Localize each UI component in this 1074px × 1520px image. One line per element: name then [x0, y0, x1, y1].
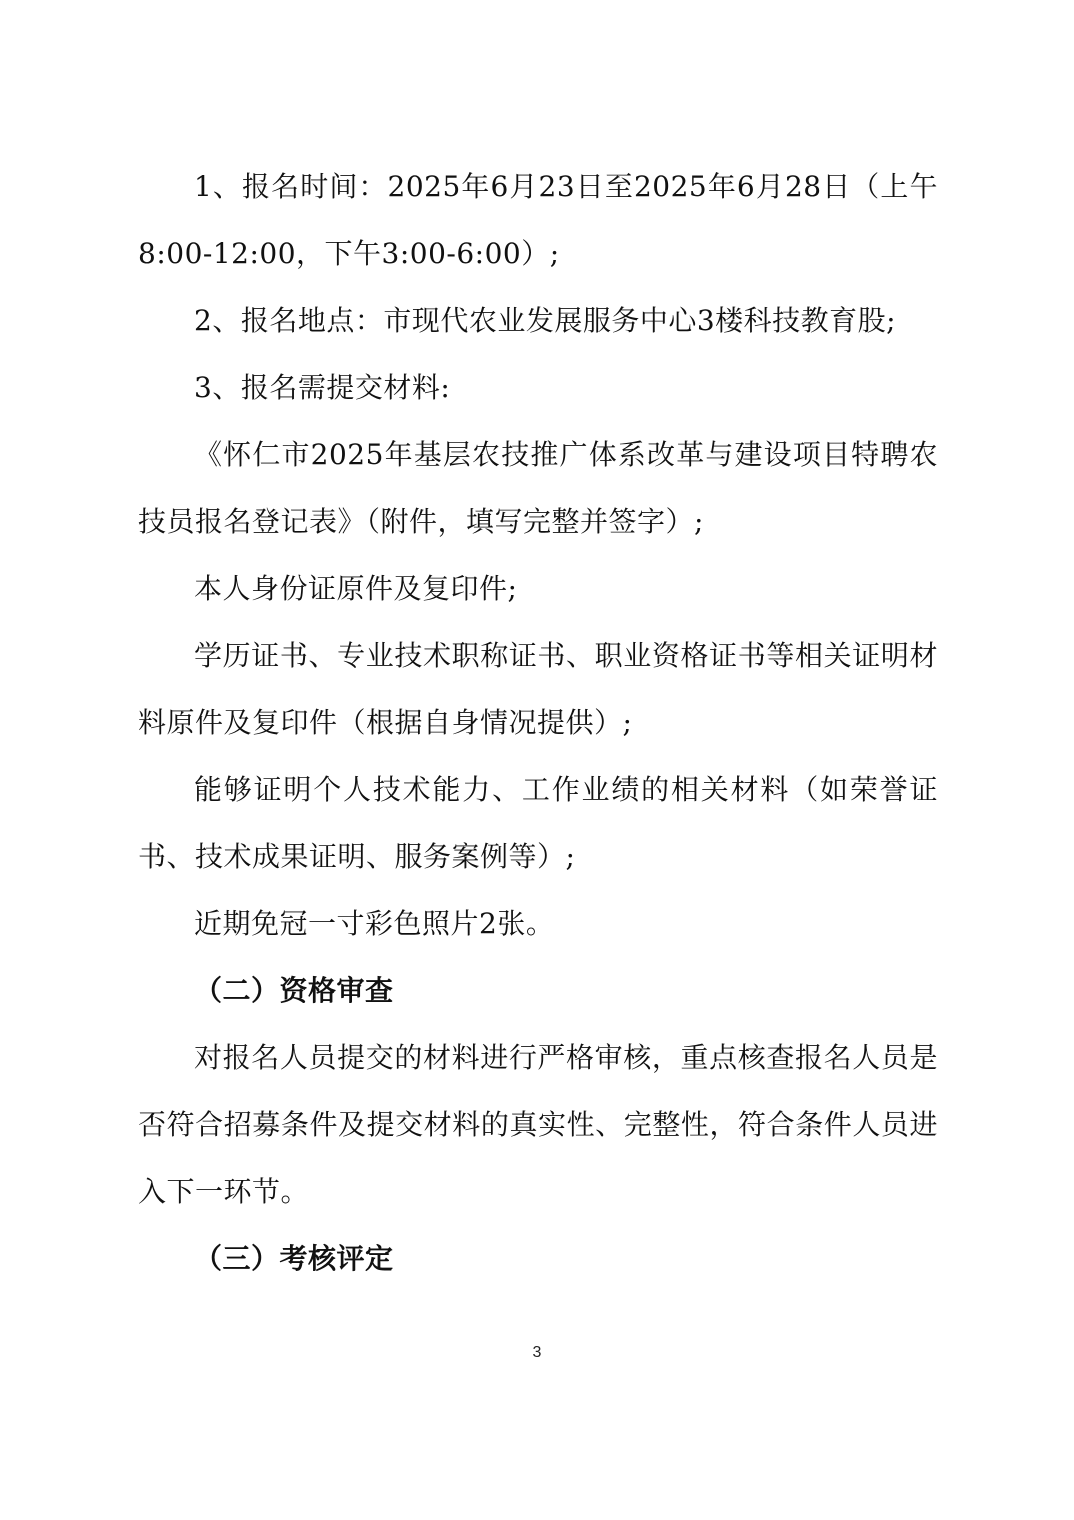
registration-time-paragraph: 1、报名时间：2025年6月23日至2025年6月28日（上午8:00-12:00，下午3:00-6:00）; — [138, 170, 938, 270]
material-ability-proof: 能够证明个人技术能力、工作业绩的相关材料（如荣誉证书、技术成果证明、服务案例等）; — [138, 773, 938, 873]
required-materials-paragraph: 3、报名需提交材料: — [194, 371, 451, 404]
section-heading-assessment: （三）考核评定 — [194, 1242, 394, 1275]
registration-location-paragraph: 2、报名地点：市现代农业发展服务中心3楼科技教育股; — [194, 304, 897, 337]
material-registration-form: 《怀仁市2025年基层农技推广体系改革与建设项目特聘农技员报名登记表》（附件，填写完整并签字）; — [138, 438, 938, 538]
section-heading-qualification-review: （二）资格审查 — [194, 974, 394, 1007]
page-number: 3 — [532, 1344, 542, 1361]
material-id-card: 本人身份证原件及复印件; — [194, 572, 518, 605]
material-photos: 近期免冠一寸彩色照片2张。 — [194, 907, 555, 940]
document-body — [138, 153, 938, 1292]
material-certificates: 学历证书、专业技术职称证书、职业资格证书等相关证明材料原件及复印件（根据自身情况提供）; — [138, 639, 938, 739]
qualification-review-paragraph: 对报名人员提交的材料进行严格审核，重点核查报名人员是否符合招募条件及提交材料的真实性、完整性，符合条件人员进入下一环节。 — [138, 1041, 938, 1208]
